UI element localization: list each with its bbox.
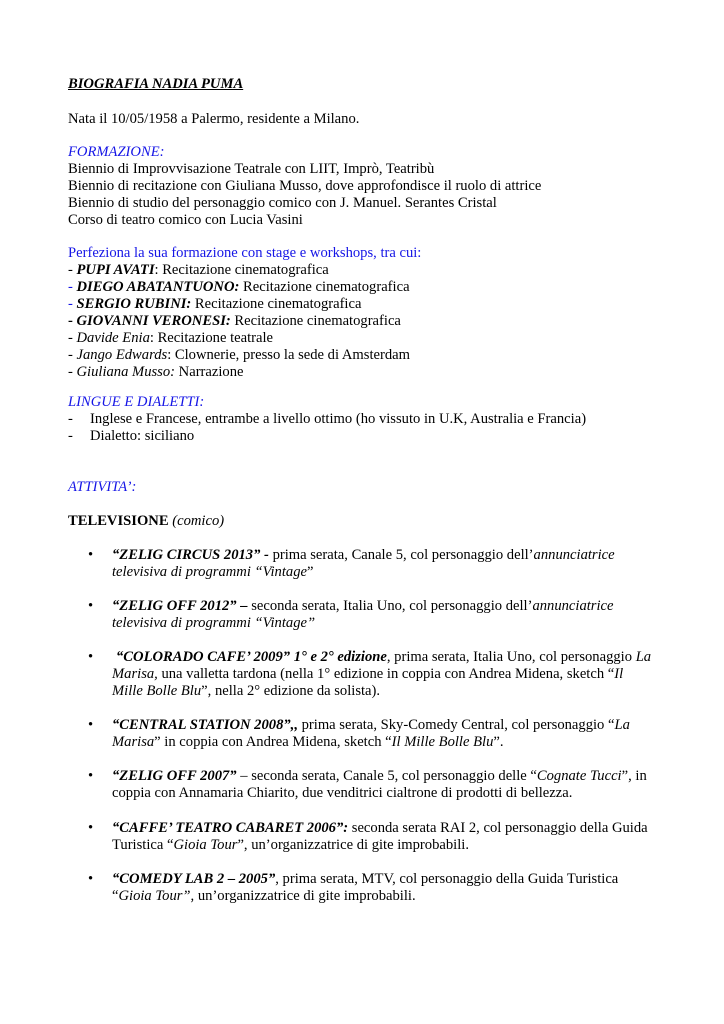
workshop-item: - Giuliana Musso: Narrazione xyxy=(68,364,244,380)
formazione-item: Biennio di recitazione con Giuliana Musso, dove approfondisce il ruolo di attrice xyxy=(68,178,542,194)
formazione-item: Biennio di Improvvisazione Teatrale con LIIT, Imprò, Teatribù xyxy=(68,161,435,177)
bullet-icon: • xyxy=(88,598,94,614)
bullet-icon: • xyxy=(88,547,94,563)
bullet-icon: • xyxy=(88,871,94,887)
lingue-item: - Inglese e Francese, entrambe a livello ottimo (ho vissuto in U.K, Australia e Francia) xyxy=(68,411,587,427)
workshop-item: - PUPI AVATI: Recitazione cinematografica xyxy=(68,262,329,278)
workshop-item: - GIOVANNI VERONESI: Recitazione cinematografica xyxy=(68,313,401,329)
workshop-item: - DIEGO ABATANTUONO: Recitazione cinematografica xyxy=(68,279,410,295)
formazione-item: Corso di teatro comico con Lucia Vasini xyxy=(68,212,303,228)
formazione-item: Biennio di studio del personaggio comico con J. Manuel. Serantes Cristal xyxy=(68,195,497,211)
birth-info: Nata il 10/05/1958 a Palermo, residente a Milano. xyxy=(68,111,360,127)
televisione-heading: TELEVISIONE (comico) xyxy=(68,513,225,529)
workshop-item: - Davide Enia: Recitazione teatrale xyxy=(68,330,274,346)
bullet-icon: • xyxy=(88,649,94,665)
document-page: BIOGRAFIA NADIA PUMA Nata il 10/05/1958 a Palermo, residente a Milano. FORMAZIONE: Biennio di Improvvisazione Teatrale con LIIT, Imprò, Teatribù Biennio di recitazione con Giuliana Musso, dove approfondisce il ruolo di attrice Biennio di studio del personaggio comico con J. Manuel. Serantes Cristal Corso di teatro comico con Lucia Vasini Perfeziona la sua formazione con stage e workshops, tra cui: - PUPI AVATI: Recitazione cinematografica - DIEGO ABATANTUONO: Recitazione cinematografica - SERGIO RUBINI: Recitazione cinematografica - GIOVANNI VERONESI: Recitazione cinematografica - Davide Enia: Recitazione teatrale - Jango Edwards: Clownerie, presso la sede di Amsterdam - Giuliana Musso: Narrazione LINGUE E DIALETTI: - Inglese e Francese, entrambe a livello ottimo (ho vissuto in U.K, Australia e Francia) - Dialetto: siciliano ATTIVITA’: TELEVISIONE (comico) • “ZELIG CIRCUS 2013” - prima serata, Canale 5, col personaggio dell’annunciatrice televisiva di programmi “Vintage” • “ZELIG OFF 2012” – seconda serata, Italia Uno, col personaggio dell’annunciatrice televisiva di programmi “Vintage” • “COLORADO CAFE’ 2009” 1° e 2° edizione, prima serata, Italia Uno, col personaggio La Marisa, una valletta tardona (nella 1° edizione in coppia con Andrea Midena, sketch “Il Mille Bolle Blu”, nella 2° edizione da solista). • “CENTRAL STATION 2008”,, prima serata, Sky-Comedy Central, col personaggio “La Marisa” in coppia con Andrea Midena, sketch “Il Mille Bolle Blu”. • “ZELIG OFF 2007” – seconda serata, Canale 5, col personaggio delle “Cognate Tucci”, in coppia con Annamaria Chiarito, due venditrici cialtrone di prodotti di bellezza. • “CAFFE’ TEATRO CABARET 2006”: seconda serata RAI 2, col personaggio della Guida Turistica “Gioia Tour”, un’organizzatrice di gite improbabili. • “COMEDY LAB 2 – 2005”, prima serata, MTV, col personaggio della Guida Turistica “Gioia Tour”, un’organizzatrice di gite improbabili. xyxy=(0,0,724,1024)
attivita-heading: ATTIVITA’: xyxy=(68,479,137,495)
lingue-item: - Dialetto: siciliano xyxy=(68,428,195,444)
workshop-item: - SERGIO RUBINI: Recitazione cinematografica xyxy=(68,296,362,312)
lingue-section xyxy=(68,394,668,445)
bullet-icon: • xyxy=(88,820,94,836)
formazione-section xyxy=(68,144,541,229)
workshops-heading: Perfeziona la sua formazione con stage e workshops, tra cui: xyxy=(68,245,422,261)
workshops-section xyxy=(68,245,421,381)
bullet-icon: • xyxy=(88,717,94,733)
workshop-item: - Jango Edwards: Clownerie, presso la sede di Amsterdam xyxy=(68,347,410,363)
lingue-heading: LINGUE E DIALETTI: xyxy=(68,394,205,410)
bullet-icon: • xyxy=(88,768,94,784)
formazione-heading: FORMAZIONE: xyxy=(68,144,165,160)
page-title: BIOGRAFIA NADIA PUMA xyxy=(68,76,244,92)
